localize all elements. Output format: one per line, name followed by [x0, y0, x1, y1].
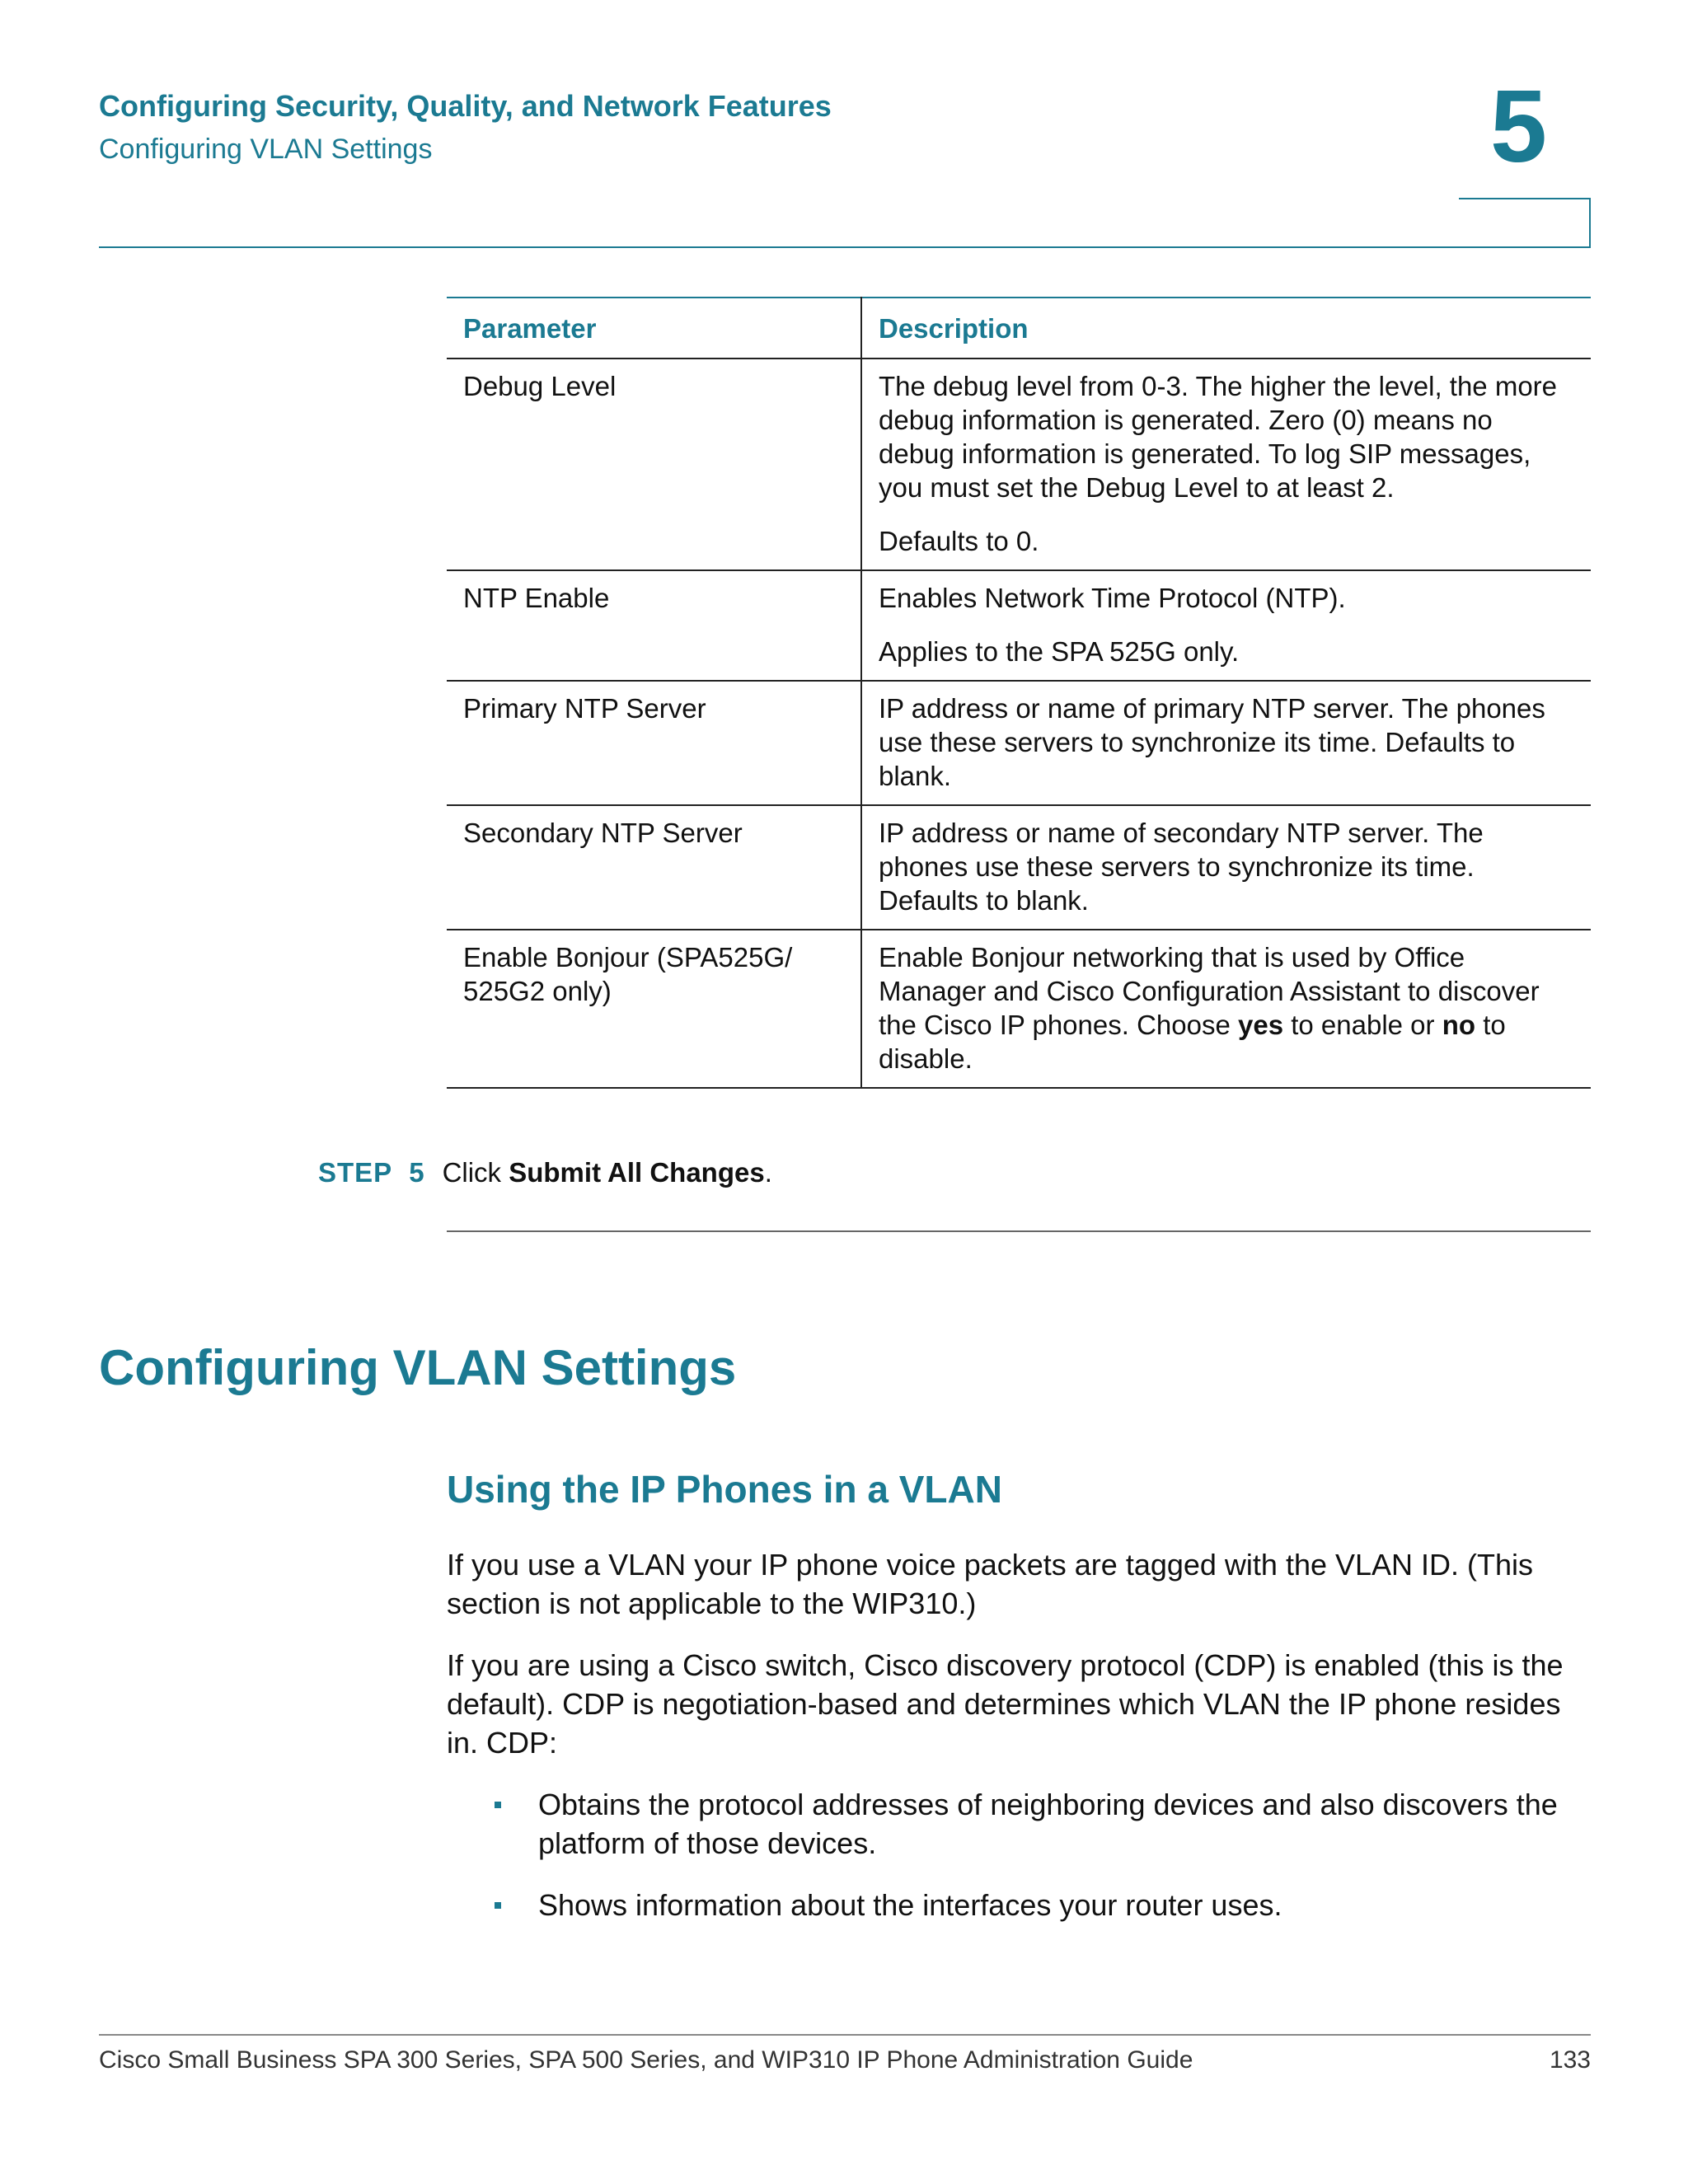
submit-all-changes-reference: Submit All Changes: [509, 1157, 765, 1188]
description-cell: [861, 930, 1591, 1088]
description-text: Enables Network Time Protocol (NTP).: [879, 583, 1346, 613]
footer-rule: [99, 2034, 1591, 2036]
step-text-suffix: .: [764, 1157, 772, 1188]
parameter-cell: Debug Level: [447, 359, 861, 570]
description-note: Applies to the SPA 525G only.: [879, 636, 1240, 667]
header-rule: [99, 246, 1591, 248]
description-cell: [861, 570, 1591, 681]
subsection-heading: Using the IP Phones in a VLAN: [447, 1468, 1002, 1511]
description-text-part: to disable.: [879, 1010, 1506, 1074]
section-title: Configuring VLAN Settings: [99, 134, 433, 165]
list-item-text: Obtains the protocol addresses of neighboring devices and also discovers the platform of those devices.: [538, 1788, 1558, 1860]
paragraph: If you use a VLAN your IP phone voice packets are tagged with the VLAN ID. (This section is not applicable to the WIP310.): [447, 1548, 1534, 1620]
description-text: IP address or name of primary NTP server. The phones use these servers to synchronize its time. Defaults to blank.: [879, 693, 1545, 791]
step-text: [443, 1157, 772, 1188]
parameter-cell: Enable Bonjour (SPA525G/ 525G2 only): [447, 930, 861, 1088]
list-item-text: Shows information about the interfaces your router uses.: [538, 1888, 1282, 1922]
description-cell: [861, 805, 1591, 930]
table-header-row: [447, 298, 1591, 359]
step-5: [318, 1154, 772, 1192]
step-rule: [447, 1230, 1591, 1232]
description-text: IP address or name of secondary NTP server. The phones use these servers to synchronize its time. Defaults to blank.: [879, 818, 1484, 916]
description-cell: [861, 681, 1591, 805]
description-cell: [861, 359, 1591, 570]
description-text: The debug level from 0-3. The higher the level, the more debug information is generated. Zero (0) means no debug information is generated. To log SIP messages, you must set the Debug Level to at least 2.: [879, 371, 1558, 503]
description-text: [879, 940, 1574, 1076]
parameter-cell: Secondary NTP Server: [447, 805, 861, 930]
column-header-parameter: Parameter: [447, 298, 861, 359]
table-row: [447, 570, 1591, 681]
step-label: STEP: [318, 1157, 393, 1188]
description-default: Defaults to 0.: [879, 526, 1039, 556]
footer-guide-title: Cisco Small Business SPA 300 Series, SPA 500 Series, and WIP310 IP Phone Administration Guide: [99, 2046, 1193, 2074]
column-header-description: Description: [879, 312, 1029, 344]
page-number: 133: [1549, 2046, 1591, 2074]
option-yes: yes: [1238, 1010, 1284, 1040]
table-row: [447, 359, 1591, 570]
table-row: [447, 805, 1591, 930]
description-text-part: to enable or: [1283, 1010, 1442, 1040]
table-row: [447, 930, 1591, 1088]
description-text-part: Enable Bonjour networking that is used by Office Manager and Cisco Configuration Assistant to discover the Cisco IP phones. Choose: [879, 942, 1540, 1040]
list-item: [447, 1886, 1592, 1924]
chapter-title: Configuring Security, Quality, and Network Features: [99, 89, 832, 123]
paragraph: If you are using a Cisco switch, Cisco discovery protocol (CDP) is enabled (this is the default). CDP is negotiation-based and determines which VLAN the IP phone resides in. CDP:: [447, 1648, 1564, 1760]
step-text-prefix: Click: [442, 1157, 509, 1188]
section-body: [447, 1545, 1592, 1947]
parameter-cell: NTP Enable: [447, 570, 861, 681]
bullet-list: [447, 1785, 1592, 1924]
parameter-table: [447, 297, 1591, 1089]
square-bullet-icon: [495, 1802, 501, 1808]
chapter-number: 5: [1490, 70, 1547, 184]
section-heading: Configuring VLAN Settings: [99, 1340, 737, 1395]
option-no: no: [1442, 1010, 1476, 1040]
table-row: [447, 681, 1591, 805]
square-bullet-icon: [495, 1902, 501, 1909]
list-item: [447, 1785, 1592, 1863]
chapter-number-box: [1459, 198, 1591, 247]
step-number: 5: [409, 1157, 424, 1188]
parameter-cell: Primary NTP Server: [447, 681, 861, 805]
